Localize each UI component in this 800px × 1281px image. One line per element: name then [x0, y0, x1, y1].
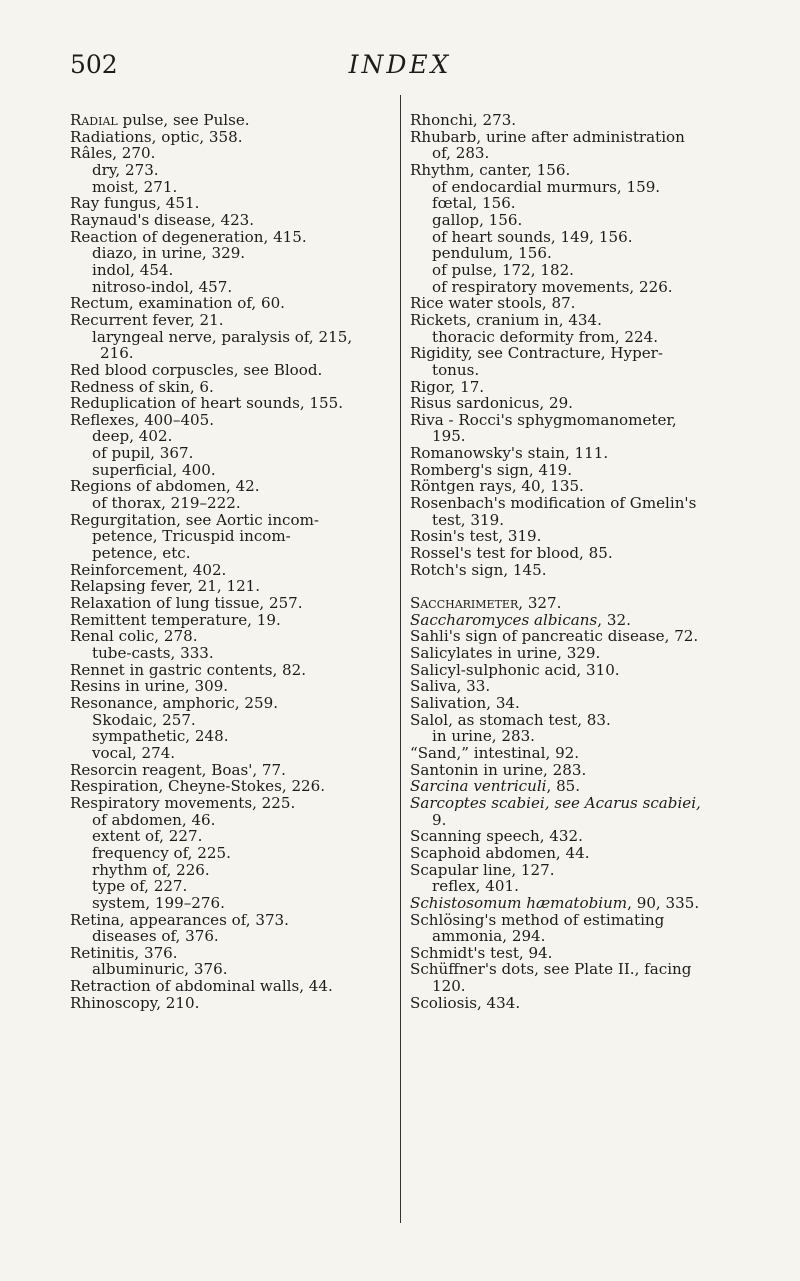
index-entry: Scoliosis, 434.: [410, 993, 521, 1012]
index-entry: Ray fungus, 451.: [70, 194, 200, 213]
index-entry: Renal colic, 278.: [70, 627, 198, 646]
index-entry: Regurgitation, see Aortic incom-: [70, 510, 320, 529]
index-subentry: 9.: [432, 810, 447, 829]
index-entry: Salivation, 34.: [410, 693, 520, 712]
index-entry: Salicylates in urine, 329.: [410, 644, 601, 662]
index-entry: Reinforcement, 402.: [70, 560, 227, 579]
index-entry: Scaphoid abdomen, 44.: [410, 843, 590, 862]
index-subentry: rhythm of, 226.: [92, 860, 210, 879]
index-entry: Scanning speech, 432.: [410, 827, 583, 846]
index-entry: Rosin's test, 319.: [410, 527, 542, 546]
index-subentry: of pupil, 367.: [92, 444, 194, 463]
index-entry: Schmidt's test, 94.: [410, 943, 553, 962]
index-entry: Salol, as stomach test, 83.: [410, 710, 611, 729]
index-entry: Retinitis, 376.: [70, 943, 178, 962]
index-entry: Rosenbach's modification of Gmelin's: [410, 494, 697, 513]
index-subentry: of heart sounds, 149, 156.: [432, 227, 633, 246]
index-entry: Reflexes, 400–405.: [70, 410, 215, 429]
page-number: 502: [70, 50, 118, 79]
index-entry: Regions of abdomen, 42.: [70, 477, 260, 496]
index-subentry: thoracic deformity from, 224.: [432, 327, 659, 346]
index-subentry: frequency of, 225.: [92, 843, 231, 862]
index-subentry: of respiratory movements, 226.: [432, 277, 673, 296]
index-entry: Respiratory movements, 225.: [70, 793, 296, 812]
index-entry: Röntgen rays, 40, 135.: [410, 477, 584, 496]
index-entry: Retina, appearances of, 373.: [70, 910, 289, 929]
index-subentry: petence, etc.: [92, 544, 191, 563]
index-subentry: 120.: [432, 977, 466, 996]
index-entry: Saccharimeter, 327.: [410, 594, 562, 613]
index-entry: Reduplication of heart sounds, 155.: [70, 394, 344, 413]
index-subentry: dry, 273.: [92, 160, 159, 179]
index-entry: Rhinoscopy, 210.: [70, 993, 200, 1012]
index-entry: Resonance, amphoric, 259.: [70, 693, 279, 712]
index-entry: Saliva, 33.: [410, 677, 491, 696]
index-column-right: [410, 112, 740, 1011]
index-subentry: albuminuric, 376.: [92, 960, 228, 979]
index-subentry: type of, 227.: [92, 877, 188, 896]
index-subentry: extent of, 227.: [92, 827, 203, 846]
index-subentry: moist, 271.: [92, 177, 178, 196]
index-entry: Redness of skin, 6.: [70, 377, 214, 396]
index-entry: Santonin in urine, 283.: [410, 760, 587, 779]
index-entry: Romanowsky's stain, 111.: [410, 444, 609, 463]
index-subentry: petence, Tricuspid incom-: [92, 527, 291, 546]
index-entry: Resorcin reagent, Boas', 77.: [70, 760, 286, 779]
index-entry: “Sand,” intestinal, 92.: [410, 743, 580, 762]
index-subentry: tube-casts, 333.: [92, 644, 214, 662]
index-entry: Rossel's test for blood, 85.: [410, 544, 613, 563]
index-entry: Rhubarb, urine after administration: [410, 127, 685, 146]
index-entry: Sarcoptes scabiei, see Acarus scabiei,: [410, 793, 701, 812]
index-entry: Rotch's sign, 145.: [410, 560, 547, 579]
index-entry: Râles, 270.: [70, 144, 156, 163]
index-entry: Relaxation of lung tissue, 257.: [70, 594, 303, 613]
index-subentry: reflex, 401.: [432, 877, 519, 896]
index-subentry: vocal, 274.: [92, 743, 176, 762]
index-subentry: superficial, 400.: [92, 460, 216, 479]
index-entry: Schüffner's dots, see Plate II., facing: [410, 960, 692, 979]
index-entry: Relapsing fever, 21, 121.: [70, 577, 261, 596]
index-entry: Saccharomyces albicans, 32.: [410, 610, 631, 629]
index-entry: Red blood corpuscles, see Blood.: [70, 360, 323, 379]
index-subentry: gallop, 156.: [432, 210, 523, 229]
index-subentry: pendulum, 156.: [432, 244, 552, 263]
index-entry: Recurrent fever, 21.: [70, 310, 224, 329]
index-entry: Retraction of abdominal walls, 44.: [70, 977, 333, 996]
page-header: [0, 50, 800, 90]
index-entry: Risus sardonicus, 29.: [410, 394, 573, 413]
index-subentry: nitroso-indol, 457.: [92, 277, 233, 296]
index-subentry: 216.: [100, 344, 134, 363]
index-entry: Radiations, optic, 358.: [70, 127, 243, 146]
index-entry: Respiration, Cheyne-Stokes, 226.: [70, 777, 326, 796]
index-entry: Rennet in gastric contents, 82.: [70, 660, 307, 679]
index-entry: Rhythm, canter, 156.: [410, 160, 571, 179]
index-subentry: of, 283.: [432, 144, 490, 163]
index-subentry: system, 199–276.: [92, 893, 225, 912]
index-subentry: Skodaic, 257.: [92, 710, 196, 729]
index-entry: Sarcina ventriculi, 85.: [410, 777, 581, 796]
index-entry: Riva - Rocci's sphygmomanometer,: [410, 410, 677, 429]
column-divider: [400, 95, 401, 1223]
index-entry: Salicyl-sulphonic acid, 310.: [410, 660, 620, 679]
index-subentry: of pulse, 172, 182.: [432, 260, 574, 279]
index-subentry: of abdomen, 46.: [92, 810, 216, 829]
index-subentry: laryngeal nerve, paralysis of, 215,: [92, 327, 353, 346]
index-subentry: deep, 402.: [92, 427, 173, 446]
section-gap: [410, 578, 740, 595]
index-entry: Resins in urine, 309.: [70, 677, 229, 696]
index-subentry: diazo, in urine, 329.: [92, 244, 246, 263]
index-subentry: fœtal, 156.: [432, 194, 516, 213]
index-entry: Rigor, 17.: [410, 377, 485, 396]
index-subentry: tonus.: [432, 360, 480, 379]
index-entry: Sahli's sign of pancreatic disease, 72.: [410, 627, 699, 646]
index-entry: Schistosomum hæmatobium, 90, 335.: [410, 893, 700, 912]
index-subentry: in urine, 283.: [432, 727, 535, 746]
index-entry: Scapular line, 127.: [410, 860, 555, 879]
index-entry: Schlösing's method of estimating: [410, 910, 665, 929]
index-subentry: 195.: [432, 427, 466, 446]
page-title: INDEX: [348, 50, 452, 79]
index-entry: Radial pulse, see Pulse.: [70, 111, 250, 129]
index-entry: Romberg's sign, 419.: [410, 460, 573, 479]
index-entry: Reaction of degeneration, 415.: [70, 227, 307, 246]
index-entry: Raynaud's disease, 423.: [70, 210, 255, 229]
index-subentry: of thorax, 219–222.: [92, 494, 241, 513]
index-subentry: ammonia, 294.: [432, 927, 546, 946]
index-subentry: indol, 454.: [92, 260, 174, 279]
index-column-left: [70, 112, 392, 1011]
index-subentry: of endocardial murmurs, 159.: [432, 177, 661, 196]
index-entry: Rectum, examination of, 60.: [70, 294, 285, 313]
index-entry: Remittent temperature, 19.: [70, 610, 281, 629]
index-entry: Rigidity, see Contracture, Hyper-: [410, 344, 663, 363]
index-subentry: diseases of, 376.: [92, 927, 219, 946]
index-subentry: test, 319.: [432, 510, 505, 529]
index-subentry: sympathetic, 248.: [92, 727, 229, 746]
index-entry: Rhonchi, 273.: [410, 111, 517, 129]
index-entry: Rickets, cranium in, 434.: [410, 310, 602, 329]
index-entry: Rice water stools, 87.: [410, 294, 576, 313]
